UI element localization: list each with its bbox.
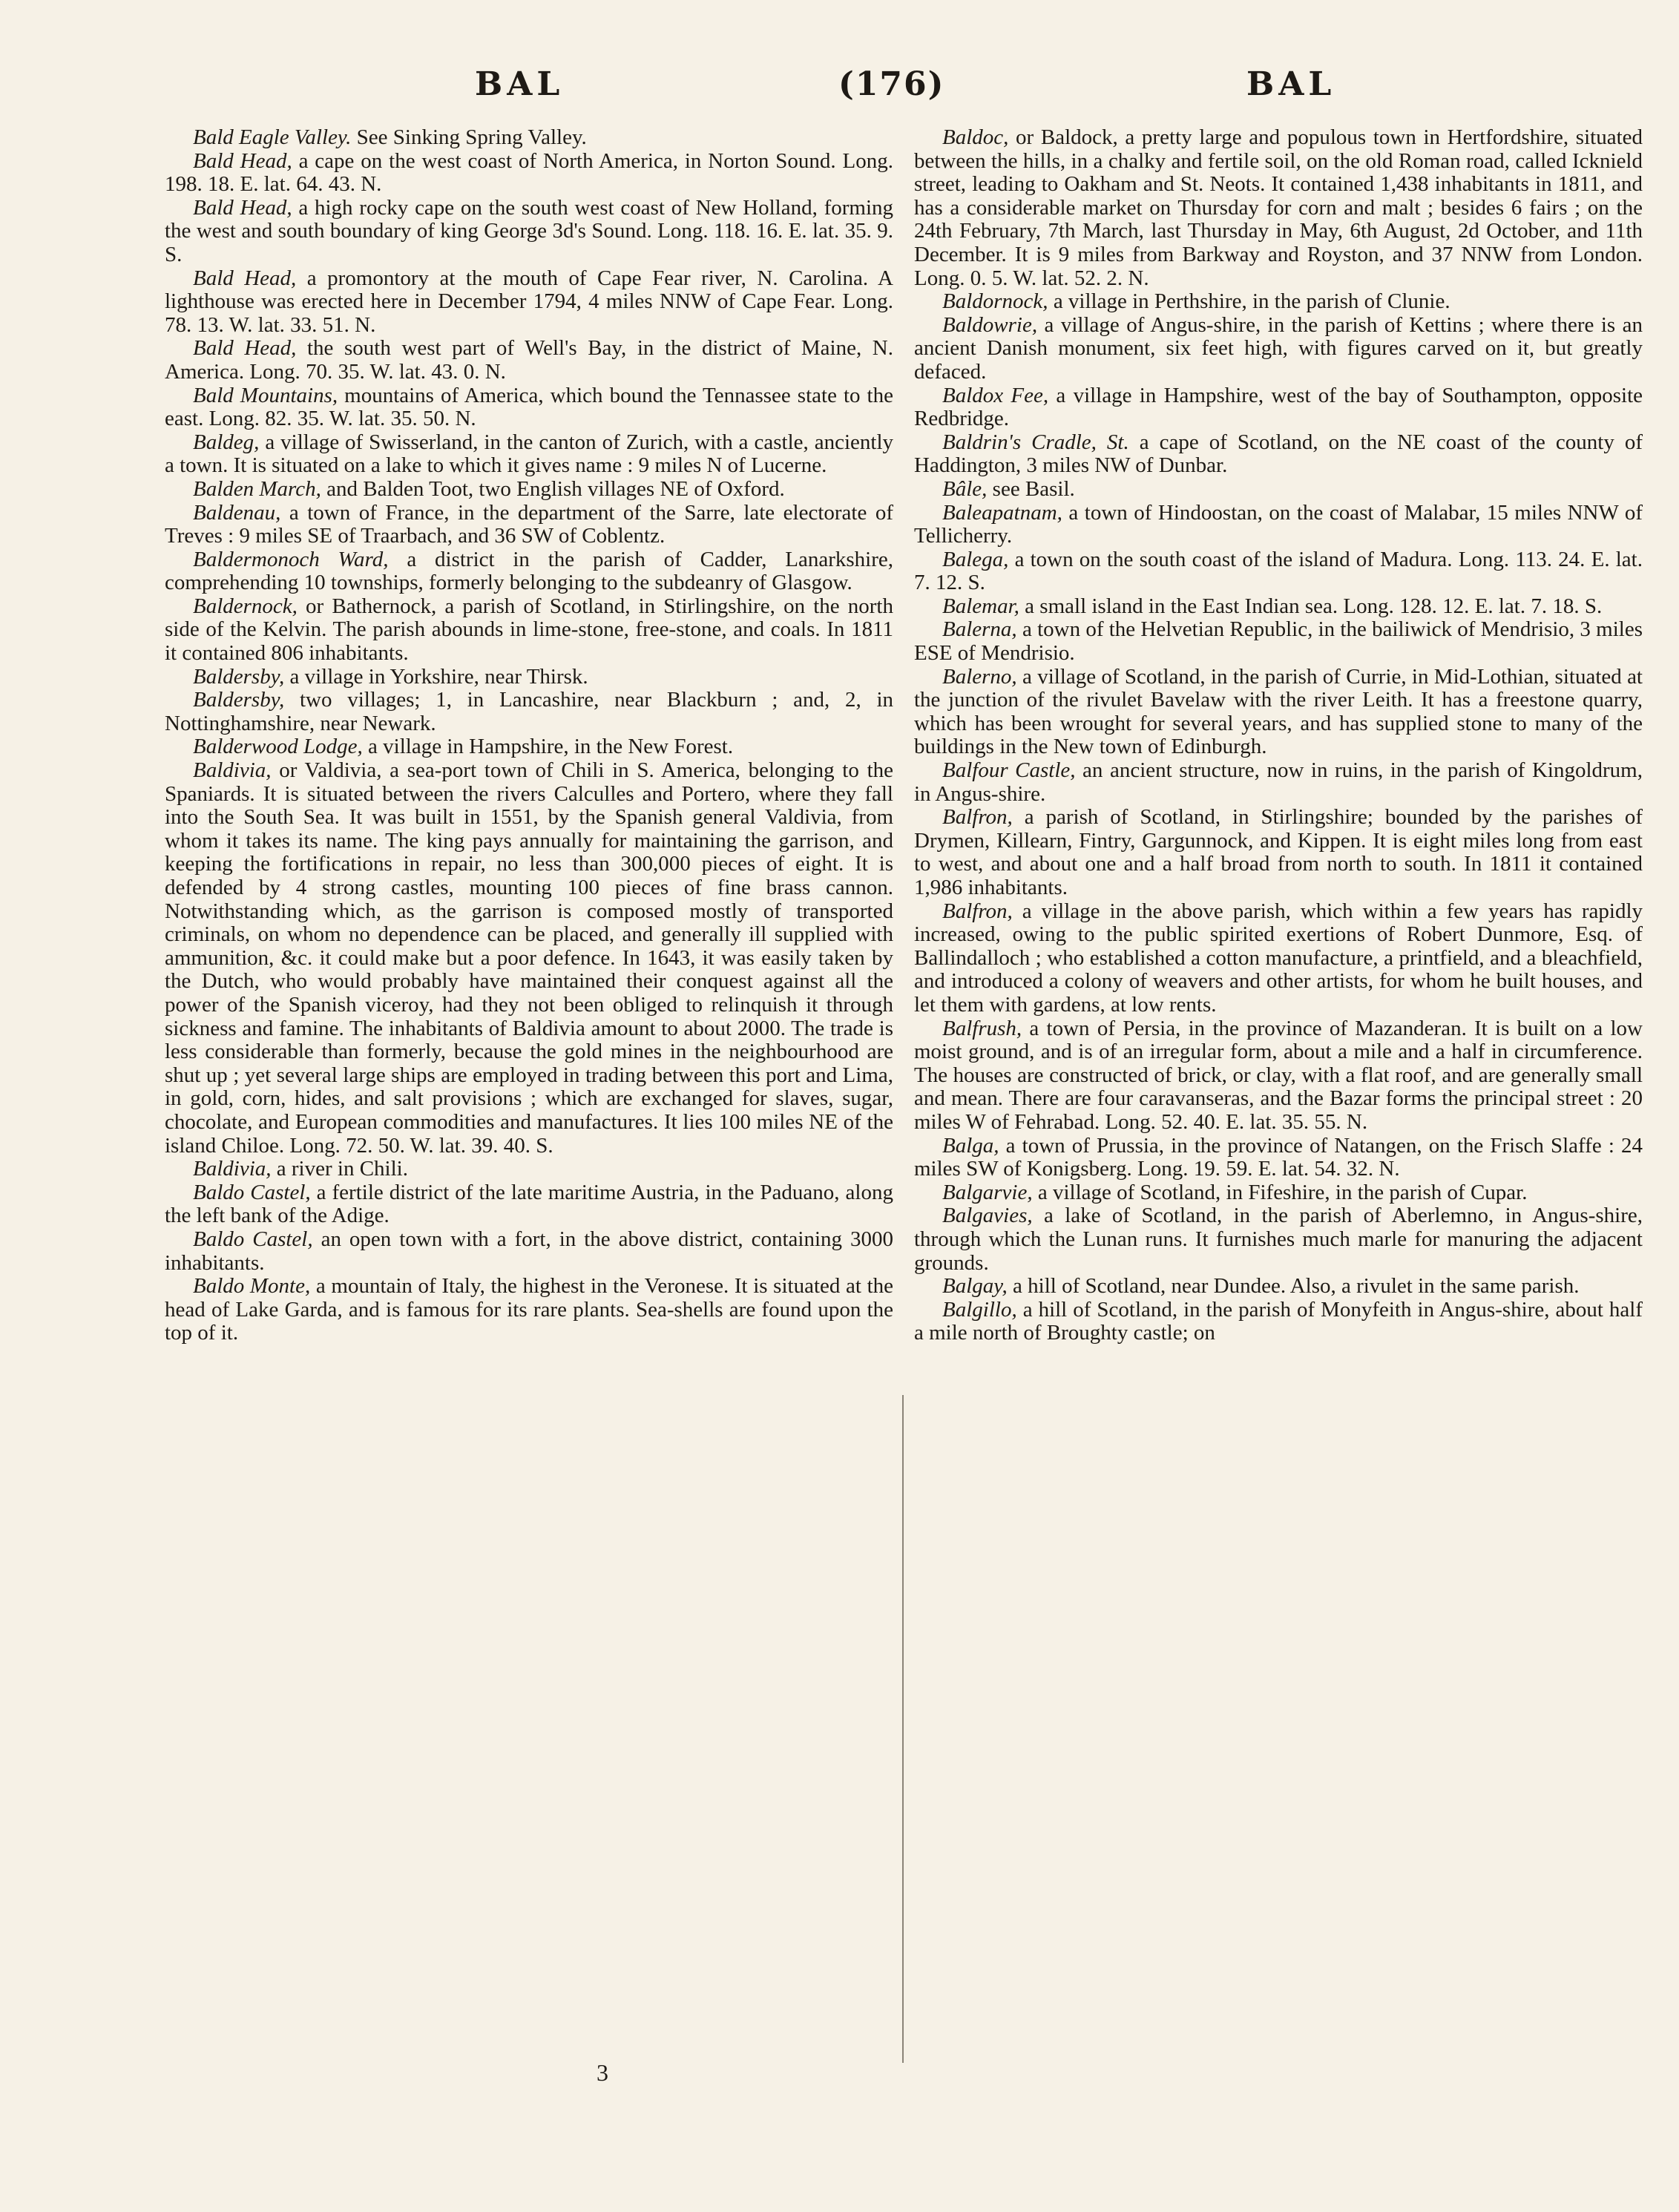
entry-text: and Balden Toot, two English villages NE of Oxford. [321, 476, 785, 501]
entry-headword: Balega, [942, 547, 1009, 571]
gazetteer-entry [165, 384, 893, 431]
entry-text: a town of Hindoostan, on the coast of Malabar, 15 miles NNW of Tellicherry. [914, 500, 1643, 548]
gazetteer-entry [165, 1158, 893, 1181]
gazetteer-entry [914, 1299, 1643, 1345]
entry-headword: Balgillo, [942, 1297, 1017, 1322]
gazetteer-entry [914, 1181, 1643, 1205]
left-column [165, 126, 893, 1345]
gazetteer-entry [165, 126, 893, 150]
entry-text: an ancient structure, now in ruins, in the parish of Kingoldrum, in Angus-shire. [914, 758, 1643, 806]
column-rule [902, 1395, 904, 2063]
entry-text: a town of the Helvetian Republic, in the bailiwick of Mendrisio, 3 miles ESE of Mendrisio. [914, 617, 1643, 666]
entry-headword: Baldersby, [193, 664, 285, 689]
entry-text: a lake of Scotland, in the parish of Aberlemno, in Angus-shire, through which the Lunan runs. It furnishes much marle for manuring the adjacent grounds. [914, 1204, 1643, 1275]
entry-text: a village of Scotland, in Fifeshire, in the parish of Cupar. [1032, 1180, 1528, 1204]
entry-headword: Bald Head, [193, 336, 297, 361]
entry-text: a high rocky cape on the south west coast of New Holland, forming the west and south boundary of king George 3d's Sound. Long. 118. 16. E. lat. 35. 9. S. [165, 195, 893, 266]
entry-headword: Balfrush, [942, 1016, 1022, 1040]
gazetteer-entry [914, 759, 1643, 806]
entry-headword: Balfour Castle, [942, 758, 1076, 783]
entry-headword: Baldivia, [193, 758, 272, 783]
entry-headword: Baldoc, [942, 125, 1009, 149]
entry-text: a hill of Scotland, near Dundee. Also, a rivulet in the same parish. [1007, 1274, 1580, 1299]
entry-text: or Valdivia, a sea-port town of Chili in S. America, belonging to the Spaniards. It is situated between the rivers Calculles and Portero, where they fall into the South Sea. It was built in 1551, by the Spanish general Valdivia, from whom it takes its name. The king pays annually for maintaining the garrison, and keeping the fortifications in repair, no less than 300,000 pieces of eight. It is defended by 4 strong castles, mounting 100 pieces of fine brass cannon. Notwithstanding which, as the garrison is composed mostly of transported criminals, on whom no dependence can be placed, and generally ill supplied with ammunition, &c. it could make but a poor defence. In 1643, it was easily taken by the Dutch, who would probably have maintained their conquest against all the power of the Spanish viceroy, had they not been obliged to relinquish it through sickness and famine. The inhabitants of Baldivia amount to about 2000. The trade is less considerable than formerly, because the gold mines in the neighbourhood are shut up ; yet several large ships are employed in trading between this port and Lima, in gold, corn, hides, and salt provisions ; which are exchanged for slaves, sugar, chocolate, and European commodities and manufactures. It lies 100 miles NE of the island Chiloe. Long. 72. 50. W. lat. 39. 40. S. [165, 758, 893, 1158]
gazetteer-entry [914, 806, 1643, 899]
entry-headword: Baldivia, [193, 1157, 272, 1181]
entry-headword: Baldo Castel, [193, 1180, 311, 1204]
entry-headword: Baldrin's Cradle, St. [942, 430, 1129, 454]
entry-headword: Baldo Castel, [193, 1227, 313, 1251]
gazetteer-entry [165, 478, 893, 502]
entry-headword: Balgarvie, [942, 1180, 1033, 1204]
entry-headword: Balfron, [942, 899, 1013, 923]
gazetteer-entry [914, 1204, 1643, 1275]
entry-headword: Baldenau, [193, 500, 281, 525]
entry-headword: Balderwood Lodge, [193, 735, 363, 759]
entry-text: a small island in the East Indian sea. Long. 128. 12. E. lat. 7. 18. S. [1019, 594, 1603, 618]
gazetteer-entry [165, 1228, 893, 1275]
entry-headword: Baldermonoch Ward, [193, 547, 389, 571]
entry-headword: Baldo Monte, [193, 1274, 311, 1299]
entry-text: two villages; 1, in Lancashire, near Blackburn ; and, 2, in Nottinghamshire, near Newark. [165, 688, 893, 735]
entry-text: a mountain of Italy, the highest in the Veronese. It is situated at the head of Lake Garda, and is famous for its rare plants. Sea-shells are found upon the top of it. [165, 1274, 893, 1345]
gazetteer-entry [165, 1181, 893, 1228]
entry-headword: Baldeg, [193, 430, 260, 454]
entry-headword: Balgavies, [942, 1204, 1033, 1228]
gazetteer-entry [165, 735, 893, 759]
gazetteer-entry [165, 548, 893, 595]
gazetteer-entry [914, 1135, 1643, 1181]
entry-text: a parish of Scotland, in Stirlingshire; bounded by the parishes of Drymen, Killearn, Fintry, Gargunnock, and Kippen. It is eight miles long from east to west, and about one and a half broad from north to south. In 1811 it contained 1,986 inhabitants. [914, 805, 1643, 899]
entry-headword: Balerna, [942, 617, 1017, 642]
gazetteer-entry [165, 337, 893, 384]
entry-headword: Balfron, [942, 805, 1013, 830]
header-left: BAL [475, 65, 565, 103]
entry-text: a hill of Scotland, in the parish of Monyfeith in Angus-shire, about half a mile north of Broughty castle; on [914, 1297, 1643, 1345]
entry-text: a town on the south coast of the island of Madura. Long. 113. 24. E. lat. 7. 12. S. [914, 547, 1643, 595]
entry-headword: Balgay, [942, 1274, 1008, 1299]
entry-headword: Bald Head, [193, 148, 292, 173]
entry-text: a town of France, in the department of the Sarre, late electorate of Treves : 9 miles SE of Traarbach, and 36 SW of Coblentz. [165, 500, 893, 548]
signature-mark: 3 [597, 2059, 608, 2086]
gazetteer-entry [914, 666, 1643, 759]
gazetteer-entry [165, 759, 893, 1158]
entry-text: a village in the above parish, which within a few years has rapidly increased, owing to the public spirited exertions of Robert Dunmore, Esq. of Ballindalloch ; who established a cotton manufacture, a printfield, and a bleachfield, and introduced a colony of weavers and other artists, for whom he built houses, and let them with gardens, at low rents. [914, 899, 1643, 1017]
gazetteer-entry [165, 197, 893, 267]
entry-text: the south west part of Well's Bay, in the district of Maine, N. America. Long. 70. 35. W. lat. 43. 0. N. [165, 336, 893, 384]
header-right: BAL [1246, 65, 1336, 103]
gazetteer-entry [165, 1275, 893, 1345]
gazetteer-entry [165, 150, 893, 197]
entry-text: a fertile district of the late maritime Austria, in the Paduano, along the left bank of the Adige. [165, 1180, 893, 1228]
entry-text: a promontory at the mouth of Cape Fear river, N. Carolina. A lighthouse was erected here in December 1794, 4 miles NNW of Cape Fear. Long. 78. 13. W. lat. 33. 51. N. [165, 266, 893, 337]
gazetteer-entry [914, 618, 1643, 665]
entry-text: a village in Yorkshire, near Thirsk. [284, 664, 588, 689]
entry-headword: Baleapatnam, [942, 500, 1062, 525]
gazetteer-entry [914, 900, 1643, 1017]
entry-headword: Bâle, [942, 476, 988, 501]
entry-text: a village in Hampshire, west of the bay of Southampton, opposite Redbridge. [914, 383, 1643, 431]
entry-headword: Baldornock, [942, 289, 1048, 314]
entry-headword: Baldersby, [193, 688, 285, 712]
gazetteer-entry [914, 548, 1643, 595]
entry-text: a village in Hampshire, in the New Forest. [362, 735, 734, 759]
gazetteer-entry [914, 384, 1643, 431]
gazetteer-entry [914, 502, 1643, 548]
entry-text: a town of Prussia, in the province of Natangen, on the Frisch Slaffe : 24 miles SW of Konigsberg. Long. 19. 59. E. lat. 54. 32. N. [914, 1133, 1643, 1181]
entry-headword: Balerno, [942, 664, 1017, 689]
entry-text: or Bathernock, a parish of Scotland, in Stirlingshire, on the north side of the Kelvin. The parish abounds in lime-stone, free-stone, and coals. In 1811 it contained 806 inhabitants. [165, 594, 893, 666]
entry-text: a river in Chili. [271, 1157, 408, 1181]
entry-text: a village of Angus-shire, in the parish of Kettins ; where there is an ancient Danish monument, six feet high, with figures carved on it, but greatly defaced. [914, 312, 1643, 384]
entry-text: a district in the parish of Cadder, Lanarkshire, comprehending 10 townships, formerly belonging to the subdeanry of Glasgow. [165, 547, 893, 595]
entry-text: a cape on the west coast of North America, in Norton Sound. Long. 198. 18. E. lat. 64. 43. N. [165, 148, 893, 197]
gazetteer-entry [165, 689, 893, 735]
entry-text: a village in Perthshire, in the parish of Clunie. [1048, 289, 1450, 314]
gazetteer-entry [914, 431, 1643, 478]
gazetteer-entry [165, 431, 893, 478]
right-column [914, 126, 1643, 1345]
entry-headword: Balemar, [942, 594, 1019, 618]
entry-text: an open town with a fort, in the above district, containing 3000 inhabitants. [165, 1227, 893, 1275]
entry-headword: Balga, [942, 1133, 999, 1158]
entry-headword: Baldowrie, [942, 312, 1038, 337]
gazetteer-entry [914, 290, 1643, 314]
gazetteer-entry [165, 595, 893, 666]
entry-text: a village of Scotland, in the parish of Currie, in Mid-Lothian, situated at the junction of the rivulet Bavelaw with the river Leith. It has a freestone quarry, which has been wrought for several years, and has supplied stone to many of the buildings in the New town of Edinburgh. [914, 664, 1643, 759]
gazetteer-entry [165, 502, 893, 548]
gazetteer-entry [165, 267, 893, 338]
entry-text: mountains of America, which bound the Tennassee state to the east. Long. 82. 35. W. lat. 35. 50. N. [165, 383, 893, 431]
entry-text: a village of Swisserland, in the canton of Zurich, with a castle, anciently a town. It is situated on a lake to which it gives name : 9 miles N of Lucerne. [165, 430, 893, 478]
entry-text: See Sinking Spring Valley. [351, 125, 587, 149]
page-number: (176) [838, 65, 945, 103]
entry-headword: Baldernock, [193, 594, 298, 618]
running-header [0, 65, 1679, 110]
entry-text: a cape of Scotland, on the NE coast of the county of Haddington, 3 miles NW of Dunbar. [914, 430, 1643, 478]
entry-text: a town of Persia, in the province of Mazanderan. It is built on a low moist ground, and is of an irregular form, about a mile and a half in circumference. The houses are constructed of brick, or clay, with a flat roof, and are generally small and mean. There are four caravanseras, and the Bazar forms the principal street : 20 miles W of Fehrabad. Long. 52. 40. E. lat. 35. 55. N. [914, 1016, 1643, 1134]
entry-text: see Basil. [987, 476, 1075, 501]
gazetteer-entry [914, 314, 1643, 384]
entry-text: or Baldock, a pretty large and populous town in Hertfordshire, situated between the hills, in a chalky and fertile soil, on the old Roman road, called Icknield street, leading to Oakham and St. Neots. It contained 1,438 inhabitants in 1811, and has a considerable market on Thursday for corn and malt ; besides 6 fairs ; on the 24th February, 7th March, last Thursday in May, 6th August, 2d October, and 11th December. It is 9 miles from Barkway and Royston, and 37 NNW from London. Long. 0. 5. W. lat. 52. 2. N. [914, 125, 1643, 290]
gazetteer-entry [165, 666, 893, 689]
gazetteer-entry [914, 126, 1643, 290]
entry-headword: Bald Eagle Valley. [193, 125, 352, 149]
entry-headword: Balden March, [193, 476, 321, 501]
entry-headword: Bald Head, [193, 266, 297, 290]
gazetteer-entry [914, 595, 1643, 619]
entry-headword: Baldox Fee, [942, 383, 1049, 407]
gazetteer-entry [914, 478, 1643, 502]
gazetteer-entry [914, 1017, 1643, 1135]
entry-headword: Bald Head, [193, 195, 292, 220]
entry-headword: Bald Mountains, [193, 383, 338, 407]
gazetteer-entry [914, 1275, 1643, 1299]
